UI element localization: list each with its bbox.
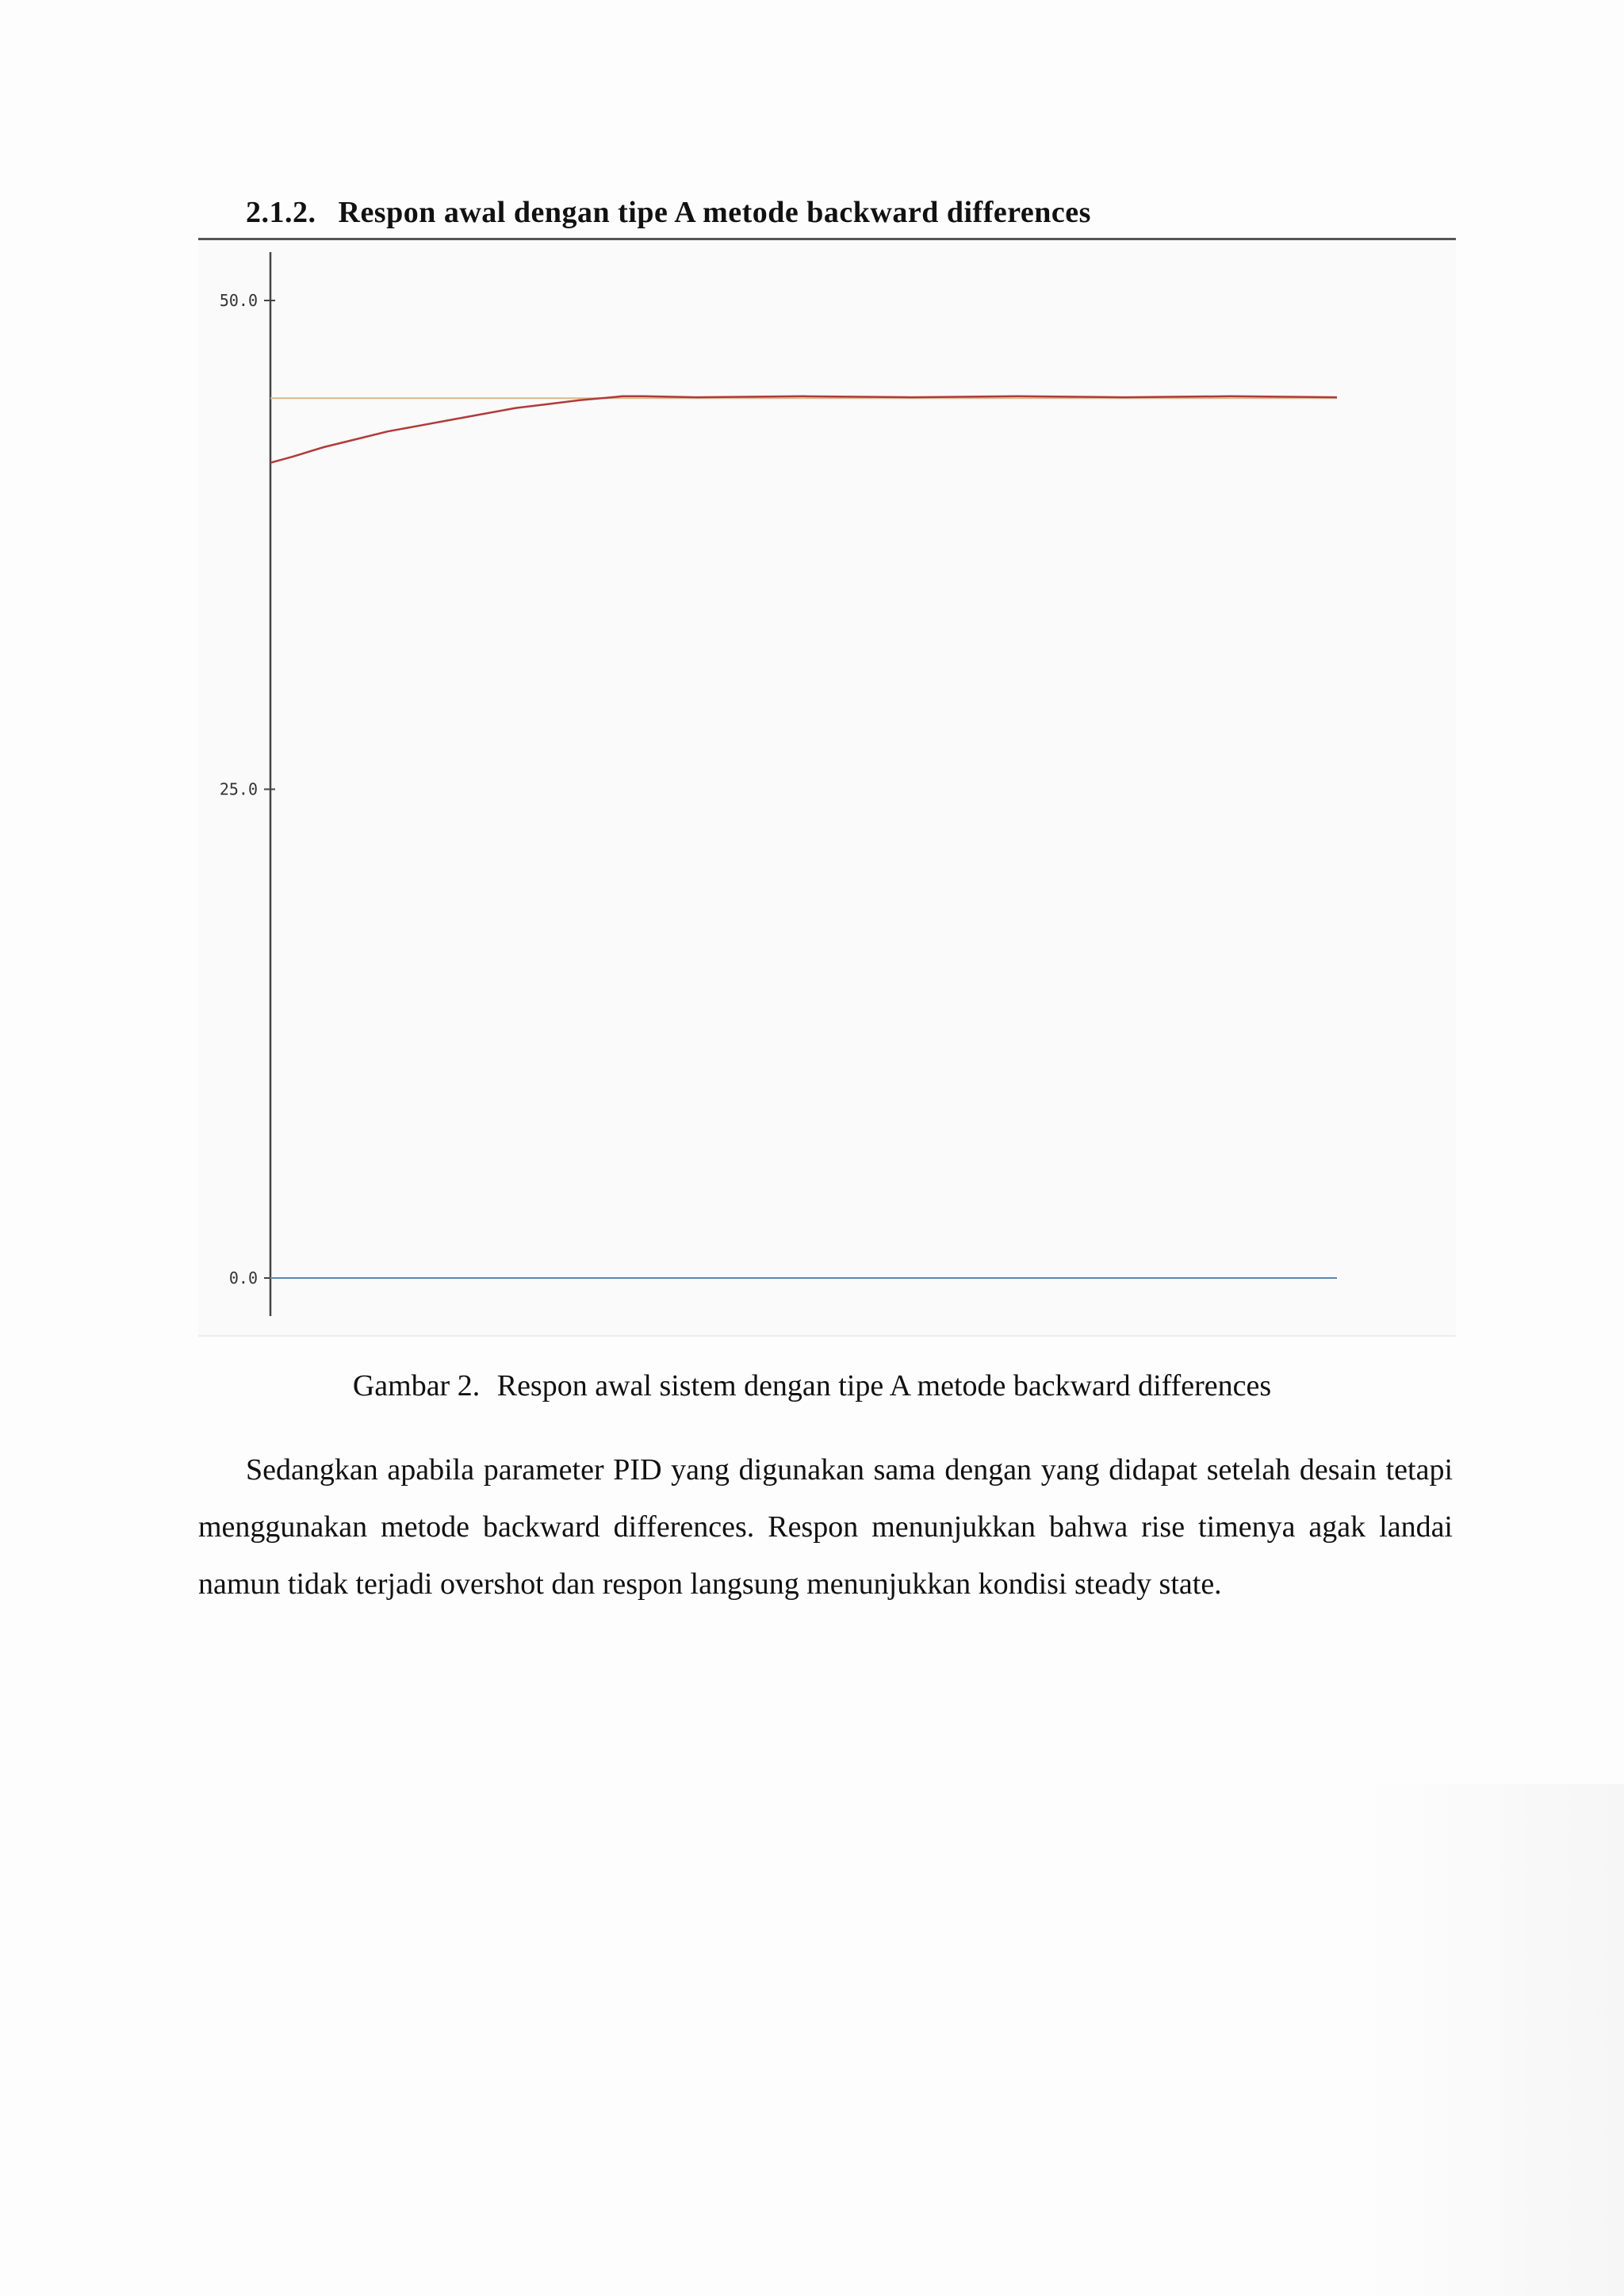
caption-label: Gambar 2. (352, 1369, 481, 1402)
body-paragraph: Sedangkan apabila parameter PID yang digunakan sama dengan yang didapat setelah desain tetapi menggunakan metode backward differences. Respon menunjukkan bahwa rise timenya agak landai namun tidak terjadi overshot dan respon langsung menunjukkan kondisi steady state. (198, 1453, 1453, 1601)
section-number: 2.1.2. (246, 196, 316, 229)
response-chart (198, 241, 1456, 1335)
chart-bottom-divider (198, 1335, 1456, 1337)
section-heading (246, 195, 1091, 230)
y-tick-label: 50.0 (219, 291, 258, 310)
heading-divider (198, 238, 1456, 240)
y-tick-label: 25.0 (219, 779, 258, 799)
page-edge-shade (1361, 1784, 1624, 2296)
figure-caption (0, 1368, 1624, 1403)
series-line-response (270, 396, 1337, 463)
caption-text: Respon awal sistem dengan tipe A metode backward differences (496, 1369, 1272, 1402)
response-chart-svg (198, 241, 1456, 1335)
section-title: Respon awal dengan tipe A metode backward differences (338, 196, 1091, 229)
y-tick-label: 0.0 (228, 1269, 258, 1288)
